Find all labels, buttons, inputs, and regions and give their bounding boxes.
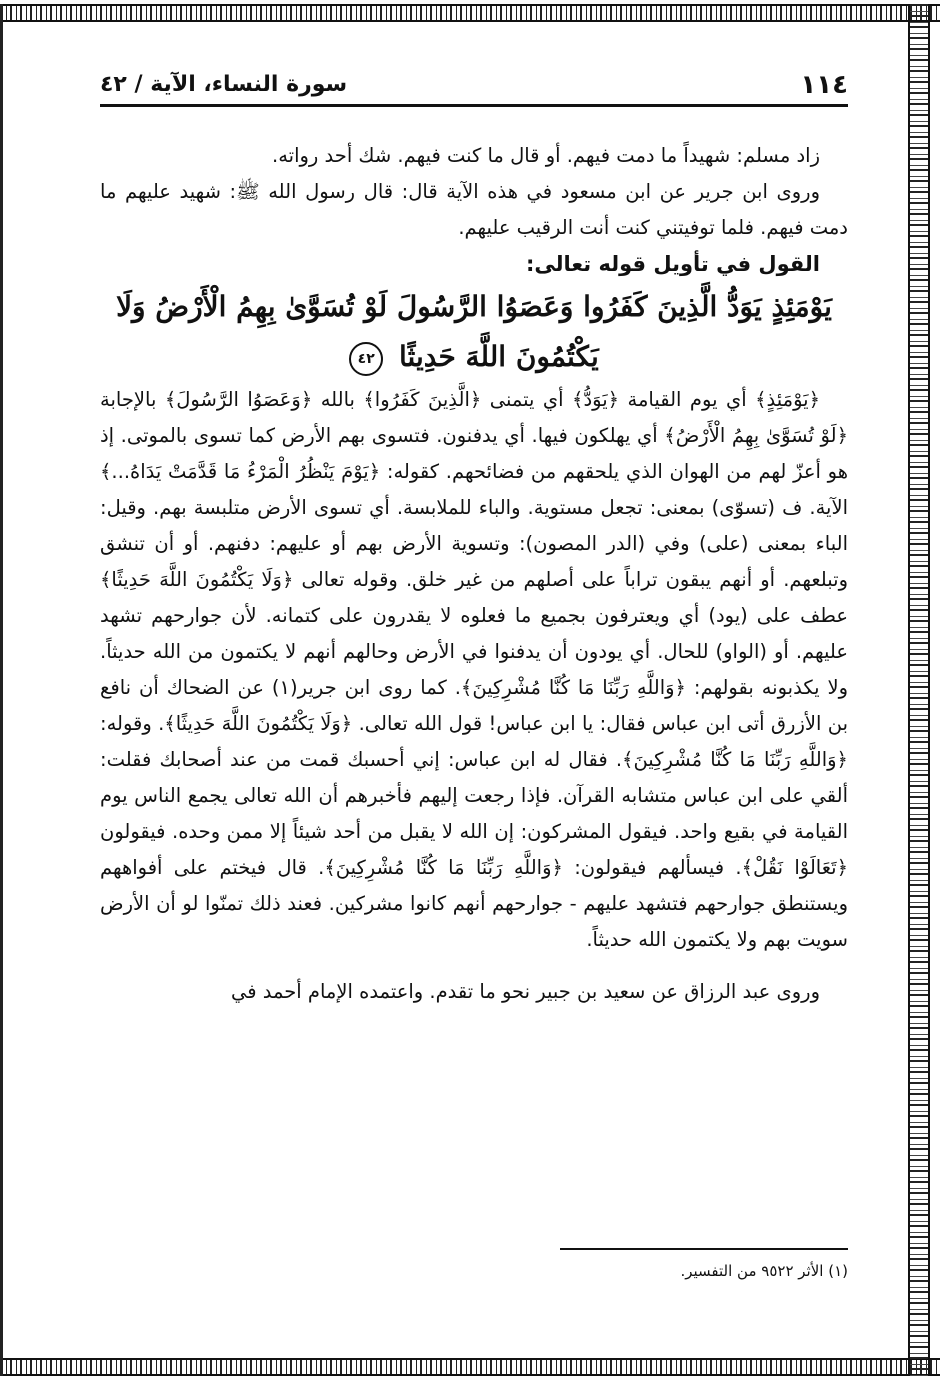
paragraph-2: وروى ابن جرير عن ابن مسعود في هذه الآية قال: قال رسول الله ﷺ: شهيد عليهم ما دمت فيهم. فلما توفيتني كنت أنت الرقيب عليهم. xyxy=(100,180,848,239)
paragraph-3: ﴿يَوْمَئِذٍ﴾ أي يوم القيامة ﴿يَوَدُّ﴾ أي يتمنى ﴿الَّذِينَ كَفَرُوا﴾ بالله ﴿وَعَصَوُا الرَّسُولَ﴾ بالإجابة ﴿لَوْ تُسَوَّىٰ بِهِمُ الْأَرْضُ﴾ أي يهلكون فيها. أي يدفنون. فتسوى بهم الأرض كما تسوى بالموتى. إذ هو أعزّ لهم من الهوان الذي يلحقهم من فضائحهم. كقوله: ﴿يَوْمَ يَنْظُرُ الْمَرْءُ مَا قَدَّمَتْ يَدَاهُ...﴾ الآية. ف (تسوّى) بمعنى: تجعل مستوية. والباء للملابسة. أي تسوى الأرض متلبسة بهم. وقيل: الباء بمعنى (على) وفي (الدر المصون): وتسوية الأرض بهم أو عليهم: دفنهم. أو أن تنشق وتبلعهم. أو أنهم يبقون تراباً على أصلهم من غير خلق. وقوله تعالى ﴿وَلَا يَكْتُمُونَ اللَّهَ حَدِيثًا﴾ عطف على (يود) أي ويعترفون بجميع ما فعلوه لا يقدرون على كتمانه. لأن جوارحهم تشهد عليهم. أو (الواو) للحال. أي يودون أن يدفنوا في الأرض وحالهم أنهم لا يكتمون من الله حديثاً. ولا يكذبونه بقولهم: ﴿وَاللَّهِ رَبِّنَا مَا كُنَّا مُشْرِكِينَ﴾. كما روى ابن جرير(١) عن الضحاك أن نافع بن الأزرق أتى ابن عباس فقال: يا ابن عباس! قول الله تعالى. ﴿وَلَا يَكْتُمُونَ اللَّهَ حَدِيثًا﴾. وقوله: ﴿وَاللَّهِ رَبِّنَا مَا كُنَّا مُشْرِكِينَ﴾. فقال له ابن عباس: إني أحسبك قمت من عند أصحابك فقلت: ألقي على ابن عباس متشابه القرآن. فإذا رجعت إليهم فأخبرهم أن الله تعالى يجمع الناس يوم القيامة في بقيع واحد. فيقول المشركون: إن الله لا يقبل من أحد شيئاً إلا ممن وحده. فيقولون ﴿تَعَالَوْا نَقُلْ﴾. فيسألهم فيقولون: ﴿وَاللَّهِ رَبِّنَا مَا كُنَّا مُشْرِكِينَ﴾. قال فيختم على أفواههم ويستنطق جوارحهم فتشهد عليهم - جوارحهم أنهم كانوا مشركين. فعند ذلك تمنّوا لو أن الأرض سويت بهم ولا يكتمون الله حديثاً. xyxy=(100,388,848,951)
footnote-rule xyxy=(560,1248,848,1250)
section-heading: القول في تأويل قوله تعالى: xyxy=(526,252,820,276)
decorative-border-left xyxy=(0,4,3,1376)
page-number: ١١٤ xyxy=(800,70,848,100)
verse-number-marker: ٤٢ xyxy=(349,342,383,376)
footnote: (١) الأثر ٩٥٢٢ من التفسير. xyxy=(680,1262,848,1280)
decorative-border-bottom xyxy=(0,1358,940,1376)
decorative-border-right xyxy=(908,4,930,1376)
page-header xyxy=(100,68,848,108)
main-text xyxy=(100,138,848,1010)
quran-verse xyxy=(100,282,848,382)
verse-text: يَوْمَئِذٍ يَوَدُّ الَّذِينَ كَفَرُوا وَعَصَوُا الرَّسُولَ لَوْ تُسَوَّىٰ بِهِمُ الْأَرْضُ وَلَا يَكْتُمُونَ اللَّهَ حَدِيثًا xyxy=(116,290,832,373)
paragraph-4: وروى عبد الرزاق عن سعيد بن جبير نحو ما تقدم. واعتمده الإمام أحمد في xyxy=(230,980,820,1003)
paragraph-1: زاد مسلم: شهيداً ما دمت فيهم. أو قال ما كنت فيهم. شك أحد رواته. xyxy=(272,144,820,167)
running-title: سورة النساء، الآية / ٤٢ xyxy=(100,72,348,97)
header-rule xyxy=(100,104,848,107)
decorative-border-top xyxy=(0,4,940,22)
